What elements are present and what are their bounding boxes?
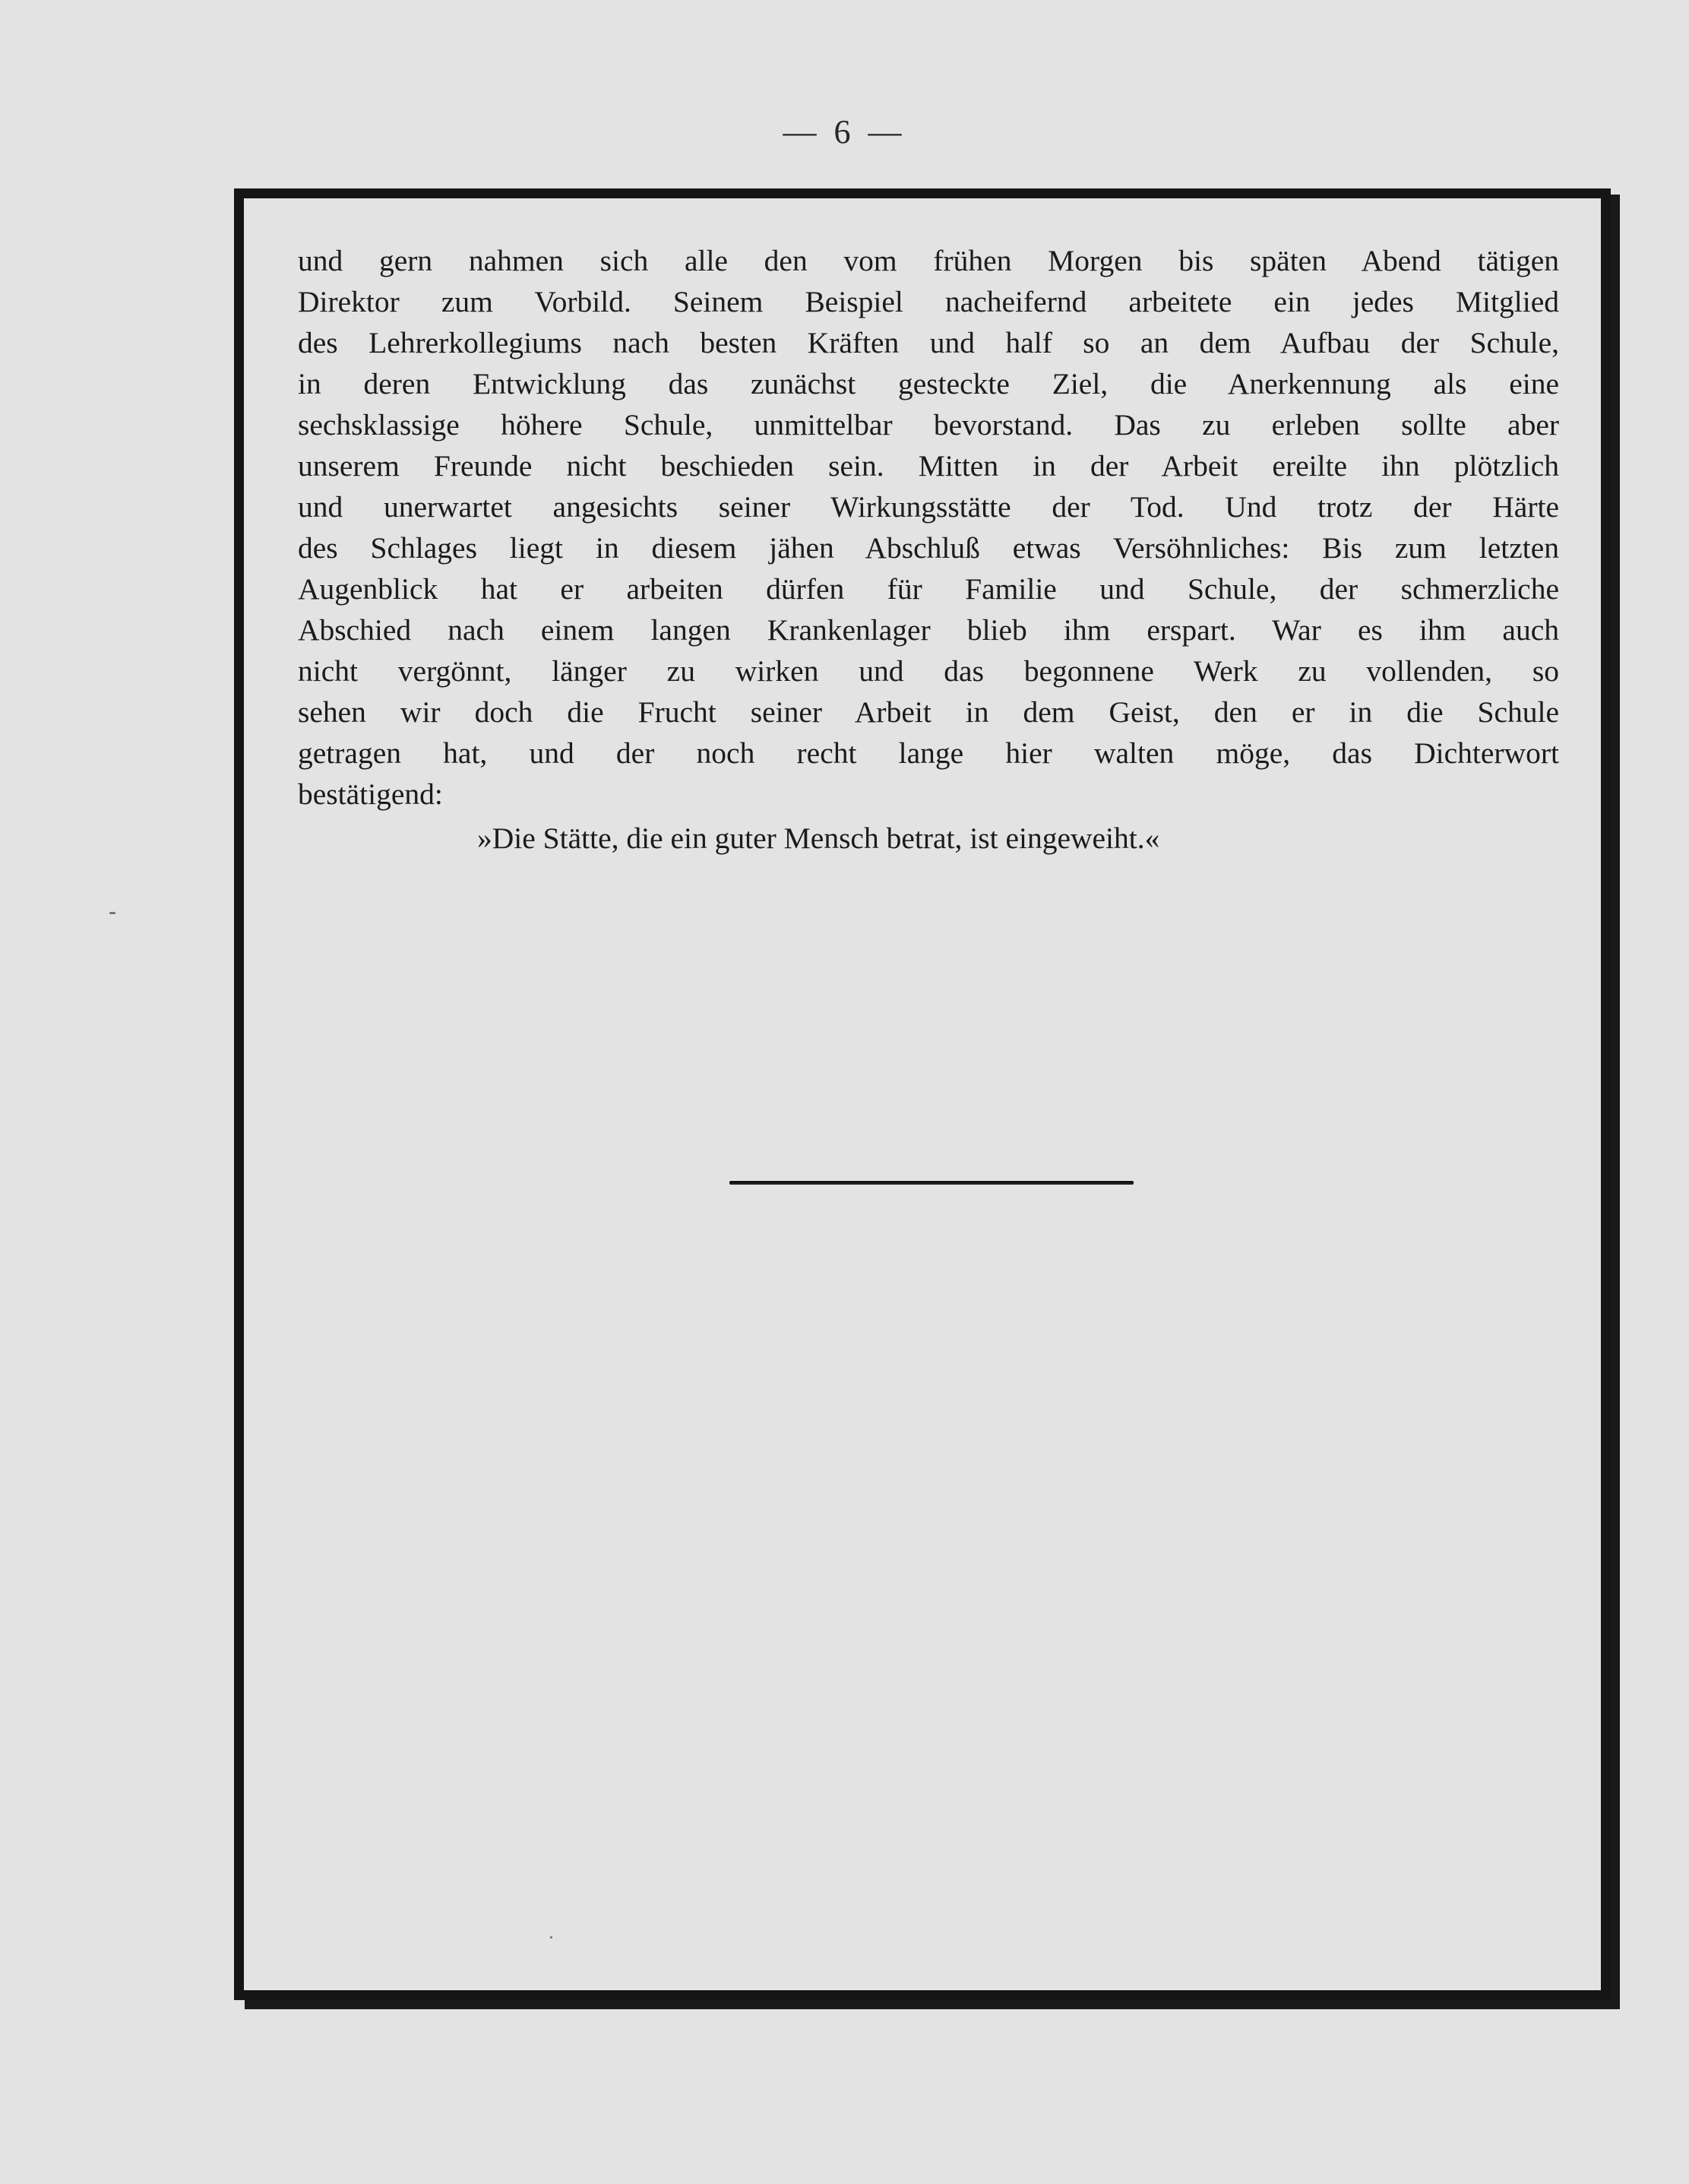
text-line: Direktor zum Vorbild. Seinem Beispiel nacheifernd arbeitete ein jedes Mitglied	[298, 285, 1559, 318]
text-line: des Lehrerkollegiums nach besten Kräften und half so an dem Aufbau der Schule,	[298, 326, 1559, 359]
text-line: getragen hat, und der noch recht lange hier walten möge, das Dichterwort	[298, 736, 1559, 770]
text-line: Augenblick hat er arbeiten dürfen für Familie und Schule, der schmerzliche	[298, 572, 1559, 606]
text-line: und unerwartet angesichts seiner Wirkungsstätte der Tod. Und trotz der Härte	[298, 490, 1559, 524]
section-divider	[729, 1181, 1134, 1185]
text-line: des Schlages liegt in diesem jähen Abschluß etwas Versöhnliches: Bis zum letzten	[298, 531, 1559, 565]
poet-quote: »Die Stätte, die ein guter Mensch betrat, ist eingeweiht.«	[477, 821, 1160, 855]
text-line: Abschied nach einem langen Krankenlager blieb ihm erspart. War es ihm auch	[298, 613, 1559, 647]
paper-speck	[109, 912, 115, 914]
paper-speck	[550, 1936, 552, 1939]
page-number: — 6 —	[783, 113, 906, 150]
frame-shadow-bottom	[245, 2000, 1620, 2009]
text-line: sechsklassige höhere Schule, unmittelbar bevorstand. Das zu erleben sollte aber	[298, 408, 1559, 442]
frame-shadow-right	[1611, 195, 1620, 2006]
text-line: in deren Entwicklung das zunächst gesteckte Ziel, die Anerkennung als eine	[298, 367, 1559, 400]
body-text	[298, 240, 1559, 815]
text-line: bestätigend:	[298, 777, 443, 811]
text-line: nicht vergönnt, länger zu wirken und das begonnene Werk zu vollenden, so	[298, 654, 1559, 688]
text-line: sehen wir doch die Frucht seiner Arbeit in dem Geist, den er in die Schule	[298, 695, 1559, 729]
text-line: unserem Freunde nicht beschieden sein. Mitten in der Arbeit ereilte ihn plötzlich	[298, 449, 1559, 483]
text-line: und gern nahmen sich alle den vom frühen Morgen bis späten Abend tätigen	[298, 244, 1559, 277]
